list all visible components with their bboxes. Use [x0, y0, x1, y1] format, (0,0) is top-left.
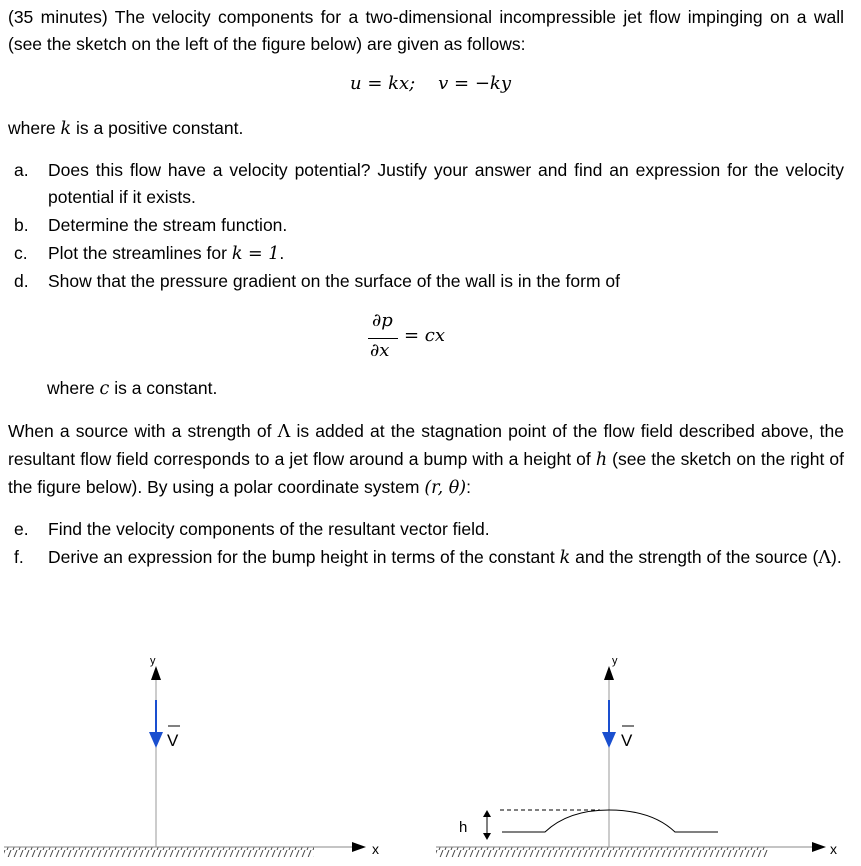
velocity-vector-label: V: [621, 731, 633, 750]
wall-hatching: [4, 847, 314, 857]
k-variable: k: [559, 548, 571, 568]
item-label: d.: [14, 271, 29, 291]
y-axis-arrowhead: [151, 666, 161, 680]
item-text: Plot the streamlines for k = 1.: [48, 243, 285, 264]
item-label: a.: [14, 160, 29, 180]
y-axis-arrowhead: [604, 666, 614, 680]
item-text: Find the velocity components of the resultant vector field.: [48, 519, 490, 539]
x-axis-arrowhead: [812, 842, 826, 852]
lambda-symbol: Λ: [818, 548, 831, 568]
jet-velocity-arrowhead: [602, 732, 616, 748]
v-equation: v = −ky: [438, 73, 511, 94]
c-variable: c: [99, 379, 110, 399]
h-variable: h: [595, 450, 608, 470]
bump-height-label: h: [459, 819, 468, 836]
source-paragraph: When a source with a strength of Λ is added at the stagnation point of the flow field described above, the resultant flow field corresponds to a jet flow around a bump with a height of h (see the sketch on the right of the figure below). By using a polar coordinate system (r, θ):: [8, 421, 844, 498]
fraction-numerator: ∂p: [372, 310, 393, 331]
x-axis-label: x: [830, 841, 837, 857]
x-axis-label: x: [372, 841, 379, 857]
left-jet-sketch: [4, 655, 379, 857]
time-allotment: (35 minutes): [8, 7, 108, 27]
velocity-vector-label: V: [167, 731, 179, 750]
item-label: e.: [14, 519, 29, 539]
where-k-line: where k is a positive constant.: [8, 118, 244, 139]
item-label: b.: [14, 215, 29, 235]
y-axis-label: y: [612, 655, 618, 667]
u-equation: u = kx;: [350, 73, 416, 94]
item-text: Show that the pressure gradient on the surface of the wall is in the form of: [48, 271, 620, 291]
where-c-line: where c is a constant.: [47, 378, 218, 399]
item-text: Does this flow have a velocity potential? Justify your answer and find an expression for the velocity potential if it exists.: [48, 160, 844, 207]
fraction-denominator: ∂x: [370, 340, 390, 361]
item-label: c.: [14, 243, 28, 263]
jet-velocity-arrowhead: [149, 732, 163, 748]
intro-text: The velocity components for a two-dimensional incompressible jet flow impinging on a wall (see the sketch on the left of the figure below) are given as follows:: [8, 7, 844, 54]
k-equals-one: k = 1: [231, 244, 280, 264]
k-variable: k: [60, 119, 72, 139]
lambda-symbol: Λ: [277, 422, 291, 442]
height-arrowhead-up: [483, 810, 491, 817]
fraction-rhs: = cx: [404, 325, 446, 346]
right-bump-sketch: [436, 655, 837, 857]
polar-coords: (r, θ): [424, 478, 467, 498]
wall-hatching: [436, 847, 768, 857]
item-text: Derive an expression for the bump height in terms of the constant k and the strength of the source (Λ).: [48, 547, 842, 568]
height-arrowhead-down: [483, 833, 491, 840]
item-text: Determine the stream function.: [48, 215, 288, 235]
x-axis-arrowhead: [352, 842, 366, 852]
bump-profile: [502, 810, 718, 832]
item-label: f.: [14, 547, 24, 567]
y-axis-label: y: [150, 655, 156, 667]
